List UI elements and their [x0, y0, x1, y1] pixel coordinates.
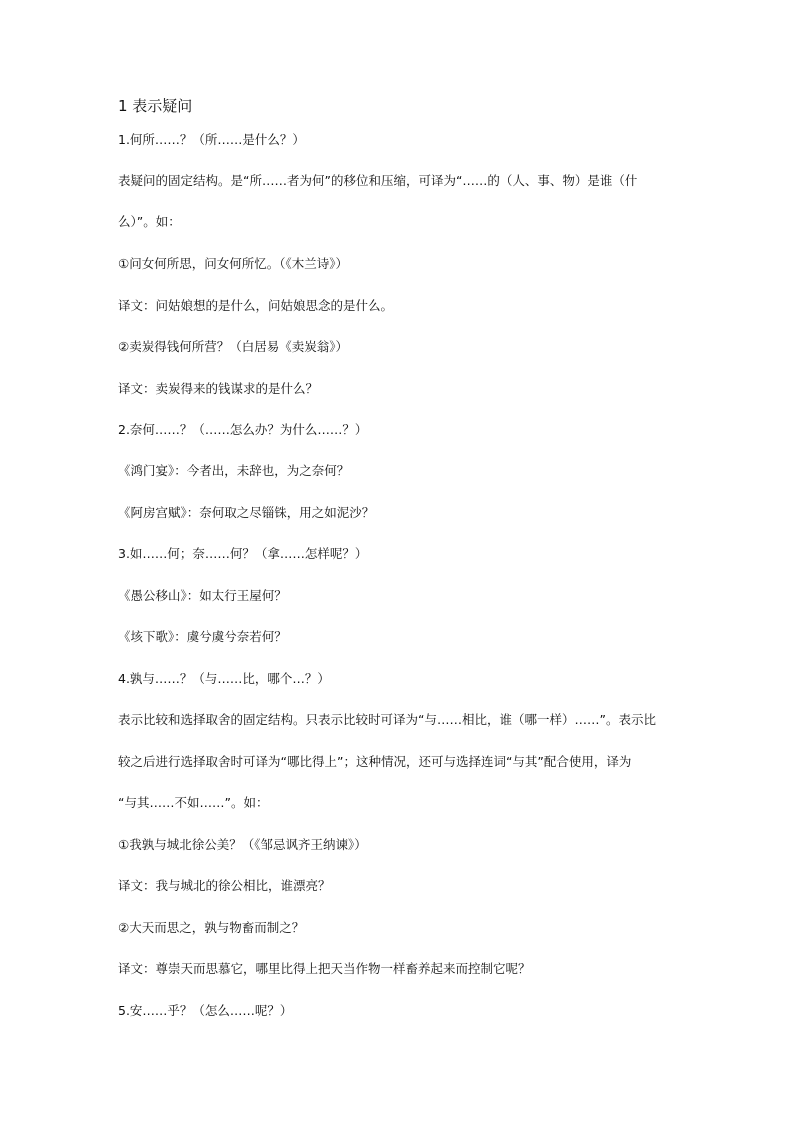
paragraph-line: 表疑问的固定结构。是“所……者为何”的移位和压缩，可译为“……的（人、事、物）是谁（什 — [118, 173, 638, 188]
pattern-heading-1: 1.何所……？（所……是什么？） — [118, 132, 305, 147]
pattern-heading-2: 2.奈何……？（……怎么办？为什么……？） — [118, 422, 368, 437]
example-line: ①我孰与城北徐公美？（《邹忌讽齐王纳谏》） — [118, 837, 367, 852]
paragraph-line: 表示比较和选择取舍的固定结构。只表示比较时可译为“与……相比，谁（哪一样）……”。表示比 — [118, 712, 656, 727]
paragraph-line: “与其……不如……”。如： — [118, 795, 269, 810]
pattern-heading-5: 5.安……乎？（怎么……呢？） — [118, 1003, 293, 1018]
translation-line: 译文：我与城北的徐公相比，谁漂亮？ — [118, 878, 331, 893]
pattern-heading-3: 3.如……何；奈……何？（拿……怎样呢？） — [118, 546, 368, 561]
example-line: ①问女何所思，问女何所忆。（《木兰诗》） — [118, 256, 348, 271]
translation-line: 译文：尊崇天而思慕它，哪里比得上把天当作物一样畜养起来而控制它呢？ — [118, 961, 531, 976]
paragraph-line: 较之后进行选择取舍时可译为“哪比得上”；这种情况，还可与选择连词“与其”配合使用，译为 — [118, 754, 632, 769]
pattern-heading-4: 4.孰与……？（与……比，哪个…？） — [118, 671, 330, 686]
example-line: ②大天而思之，孰与物畜而制之？ — [118, 920, 305, 935]
example-line: 《鸿门宴》：今者出，未辞也，为之奈何？ — [118, 463, 350, 478]
example-line: 《阿房宫赋》：奈何取之尽锱铢，用之如泥沙？ — [118, 505, 375, 520]
translation-line: 译文：问姑娘想的是什么，问姑娘思念的是什么。 — [118, 298, 394, 313]
paragraph-line: 么）”。如： — [118, 214, 181, 229]
example-line: ②卖炭得钱何所营？（白居易《卖炭翁》） — [118, 339, 348, 354]
section-title: 1 表示疑问 — [118, 97, 193, 115]
translation-line: 译文：卖炭得来的钱谋求的是什么？ — [118, 381, 319, 396]
example-line: 《垓下歌》：虞兮虞兮奈若何？ — [118, 629, 287, 644]
example-line: 《愚公移山》：如太行王屋何？ — [118, 588, 287, 603]
